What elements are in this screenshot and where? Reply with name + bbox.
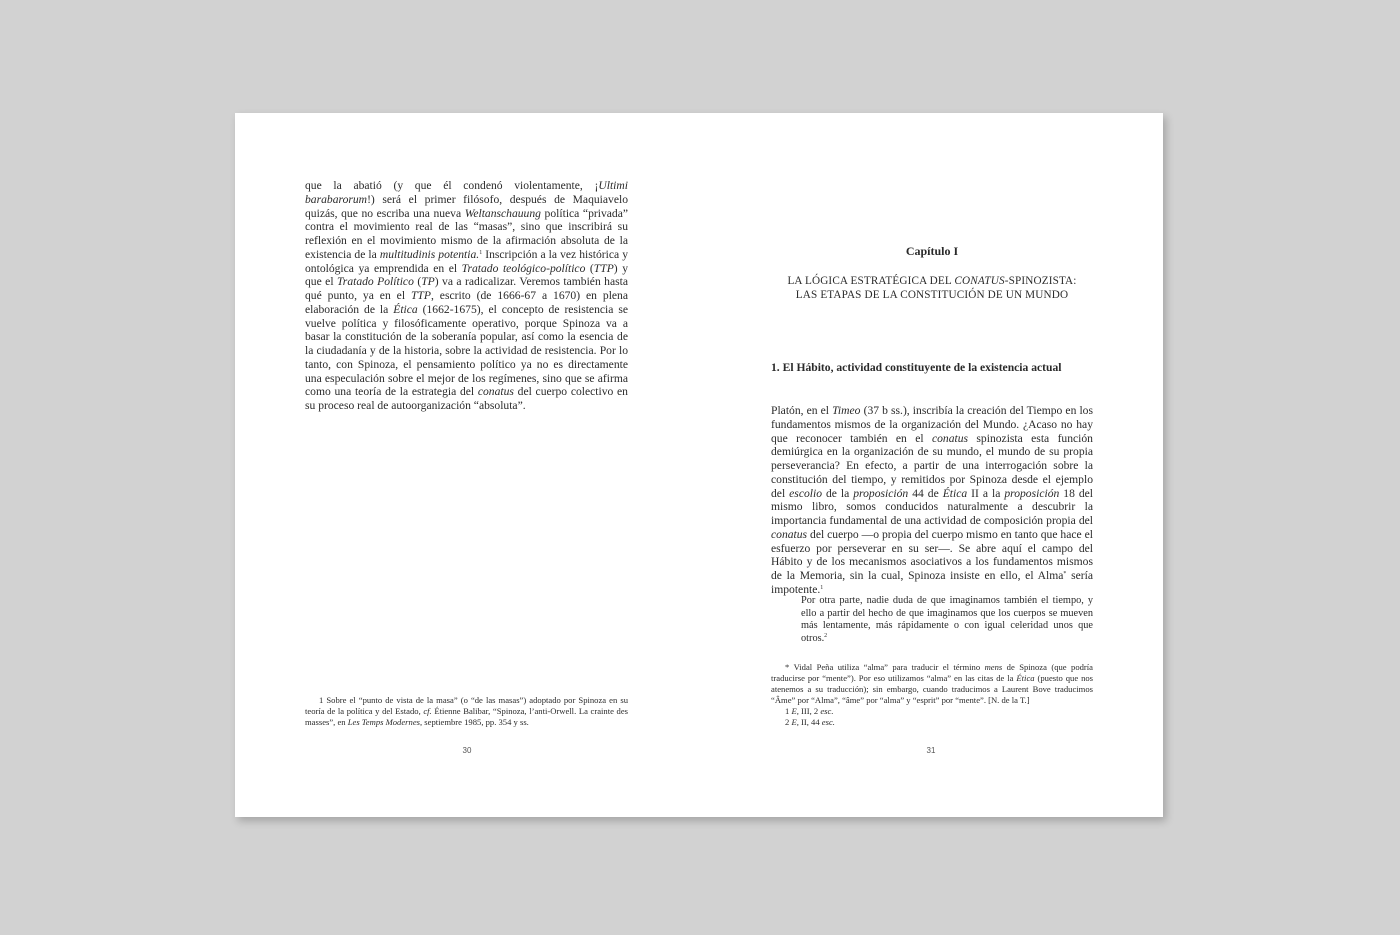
chapter-title-line-2: LAS ETAPAS DE LA CONSTITUCIÓN DE UN MUNDO [795, 289, 1069, 301]
body-paragraph: que la abatió (y que él condenó violentamente, ¡Ultimi barabarorum!) será el primer filósofo, después de Maquiavelo quizás, que no escriba una nueva Weltanschauung política “privada” contra el movimiento real de las “masas”, sino que inscribirá su reflexión en el movimiento mismo de la afirmación absoluta de la existencia de la multitudinis potentia.$^1$ Inscripción a la vez histórica y ontológica ya emprendida en el Tratado teológico-político (TTP) y que el Tratado Político (TP) va a radicalizar. Veremos también hasta qué punto, ya en el TTP, escrito (de 1666-67 a 1670) en plena elaboración de la Ética (1662-1675), el concepto de resistencia se vuelve política y filosóficamente operativo, porque Spinoza va a basar la constitución de la soberanía popular, así como la esencia de la ciudadanía y de la historia, sobre la actividad de resistencia. Por lo tanto, con Spinoza, el pensamiento político ya no es directamente una especulación sobre el mejor de los regímenes, sino que se afirma como una teoría de la estrategia del conatus del cuerpo colectivo en su proceso real de autoorganización “absoluta”. [305, 179, 629, 412]
footnote-marker: 1 [820, 584, 824, 591]
page-number: 30 [462, 746, 472, 755]
italic-run: multitudinis potentia. [379, 247, 480, 261]
italic-run: conatus [771, 527, 808, 541]
italic-run: mens [984, 662, 1003, 672]
footnote-marker: * [1063, 571, 1067, 577]
italic-run: TTP [410, 289, 431, 302]
footnotes [771, 662, 1093, 727]
italic-run: E, [791, 705, 799, 716]
italic-run: proposición [853, 486, 909, 500]
italic-run: cf. [423, 705, 432, 716]
italic-run: TP [421, 275, 435, 289]
footnote-1: 1 E, III, 2 esc. [785, 705, 834, 716]
italic-run: CONATUS [954, 275, 1005, 287]
italic-run: esc. [820, 705, 834, 716]
left-page [235, 113, 699, 817]
italic-run: Ética [393, 302, 418, 316]
footnote-translator: * Vidal Peña utiliza “alma” para traducir el término mens de Spinoza (que podría traducirse por “mente”). Por eso utilizamos “alma” en las citas de la Ética (puesto que nos atenemos a su traducción); sin embargo, cuando traducimos a Laurent Bove traducimos “Âme” por “Alma”, “âme” por “alma” y “esprit” por “mente”. [N. de la T.] [771, 662, 1094, 705]
italic-run: E, [791, 716, 799, 727]
footnote-1: 1 Sobre el “punto de vista de la masa” (o “de las masas”) adoptado por Spinoza en su teoría de la política y del Estado, cf. Étienne Balibar, “Spinoza, l’anti-Orwell. La crainte des masses”, en Les Temps Modernes, septiembre 1985, pp. 354 y ss. [305, 695, 628, 727]
footnote-marker: 1 [479, 249, 483, 256]
footnote-2: 2 E, II, 44 esc. [785, 716, 835, 727]
italic-run: TTP [593, 261, 614, 275]
italic-run: esc. [821, 716, 835, 727]
italic-run: conatus [477, 385, 514, 399]
italic-run: Ética [1016, 672, 1035, 683]
italic-run: Tratado teológico-político [461, 261, 586, 275]
footnote-marker: 2 [824, 632, 828, 639]
italic-run: Weltanschauung [464, 206, 541, 220]
chapter-title [771, 274, 1093, 302]
book-spread [235, 113, 1163, 817]
body-paragraph: Platón, en el Timeo (37 b ss.), inscribía la creación del Tiempo en los fundamentos mismos de la organización del Mundo. ¿Acaso no hay que reconocer también en el conatus spinozista esta función demiúrgica en la organización de su mundo, el mundo de su propia perseverancia? En efecto, a partir de una interrogación sobre la constitución del tiempo, y remitidos por Spinoza desde el ejemplo del escolio de la proposición 44 de Ética II a la proposición 18 del mismo libro, somos conducidos naturalmente a descubrir la importancia fundamental de una actividad de composición propia del conatus del cuerpo —o propia del cuerpo mismo en tanto que hace el esfuerzo por perseverar en su ser—. Se abre aquí el campo del Hábito y de los mecanismos asociativos a los fundamentos mismos de la Memoria, sin la cual, Spinoza insiste en ello, el Alma* sería impotente.$^1$ [771, 404, 1094, 596]
block-quote: Por otra parte, nadie duda de que imaginamos también el tiempo, y ello a partir del hecho de que imaginamos que los cuerpos se mueven más lentamente, más rápidamente o con igual celeridad unos que otros.$^2$ [801, 595, 1093, 644]
chapter-title-line-1: LA LÓGICA ESTRATÉGICA DEL CONATUS-SPINOZISTA: [787, 275, 1077, 287]
page-number: 31 [926, 746, 936, 755]
italic-run: Ultimi barabarorum [305, 179, 628, 206]
section-heading: 1. El Hábito, actividad constituyente de la existencia actual [771, 361, 1062, 374]
italic-run: Tratado Político [337, 275, 414, 289]
italic-run: Timeo [832, 404, 861, 417]
chapter-label: Capítulo I [905, 244, 959, 258]
italic-run: escolio [789, 486, 822, 500]
italic-run: Les Temps Modernes [347, 716, 420, 727]
italic-run: conatus [931, 431, 969, 445]
right-page [699, 113, 1163, 817]
footnotes [305, 695, 628, 728]
italic-run: Ética [942, 486, 968, 500]
italic-run: proposición [1004, 486, 1060, 500]
